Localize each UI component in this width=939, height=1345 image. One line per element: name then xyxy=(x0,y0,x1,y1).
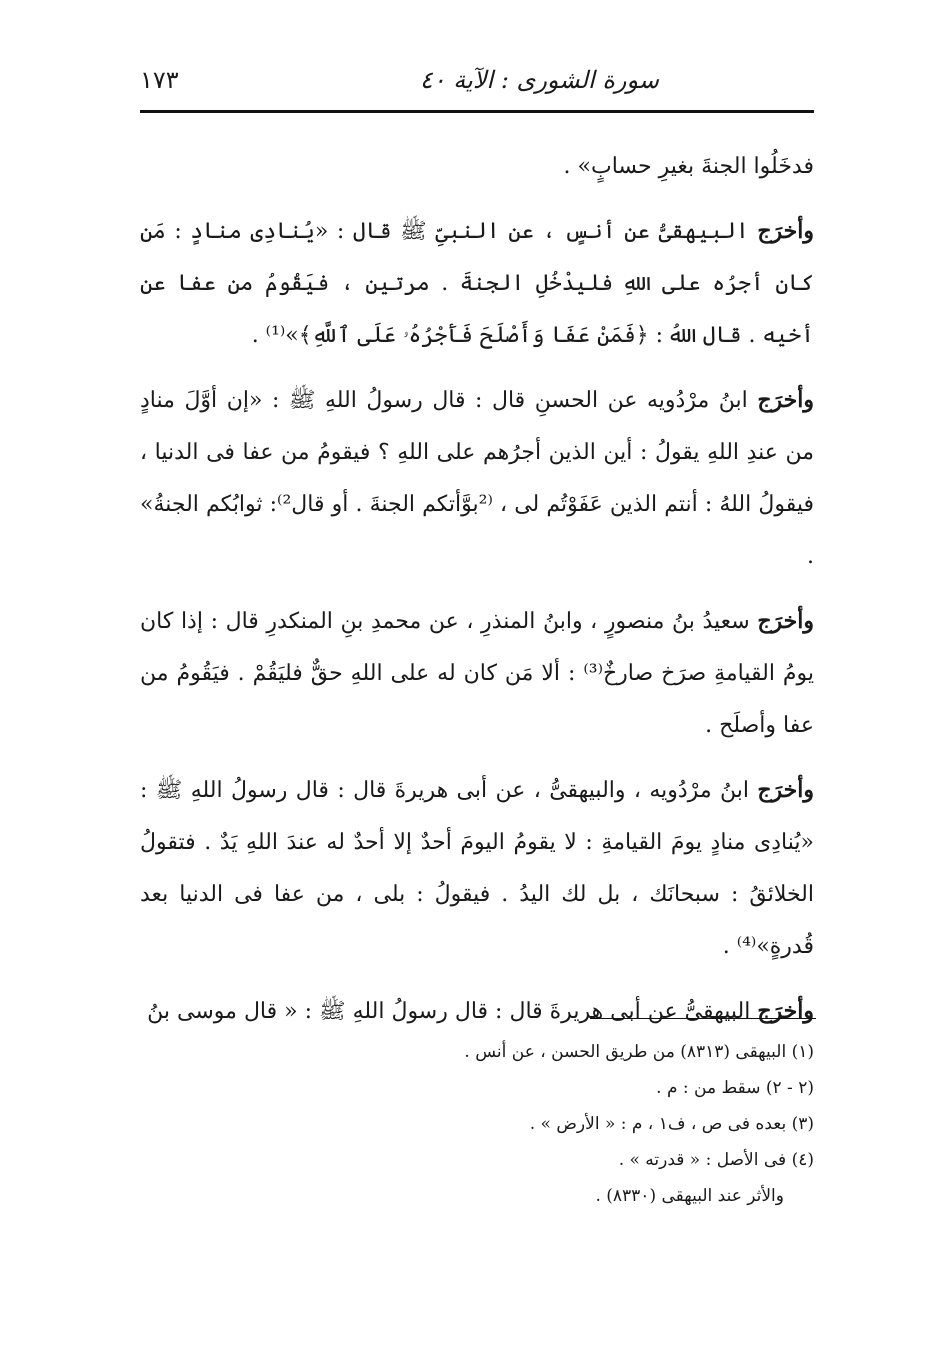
paragraph xyxy=(140,764,814,973)
page-number: ١٧٣ xyxy=(140,66,179,94)
paragraph-text: ابنُ مرْدُويه عن الحسنِ قال : قال رسولُ اللهِ ﷺ : «إن أوَّلَ منادٍ من عندِ اللهِ يقولُ : أين الذين أجرُهم على اللهِ ؟ فيقومُ من عفا فى الدنيا ، فيقولُ اللهُ : أنتم الذين عَفَوْتُم لى ، ⁽²بوَّأتكم الجنةَ . أو قال²⁾: ثوابُكم الجنةُ» . xyxy=(140,388,814,569)
paragraph xyxy=(140,140,814,193)
footnote-divider xyxy=(590,1018,816,1019)
paragraph xyxy=(140,595,814,752)
paragraph xyxy=(140,985,814,1038)
paragraph-lead: وأخرَج xyxy=(757,608,814,634)
footnote: (١) البيهقى (٨٣١٣) من طريق الحسن ، عن أنس . xyxy=(464,1042,814,1062)
paragraph xyxy=(140,374,814,583)
header-divider xyxy=(140,110,814,113)
paragraph-text: ابنُ مرْدُويه ، والبيهقىُّ ، عن أبى هريرةَ قال : قال رسولُ اللهِ ﷺ : «يُنادِى منادٍ يومَ القيامةِ : لا يقومُ اليومَ أحدٌ إلا أحدٌ له عندَ اللهِ يَدٌ . فتقولُ الخلائقُ : سبحانَك ، بل لك اليدُ . فيقولُ : بلى ، من عفا فى الدنيا بعد قُدرةٍ»⁽⁴⁾ . xyxy=(140,778,814,959)
footnote: (٢ - ٢) سقط من : م . xyxy=(656,1078,814,1098)
paragraph-lead: وأخرَج xyxy=(757,777,815,803)
paragraph-text: فدخَلُوا الجنةَ بغيرِ حسابٍ» . xyxy=(563,154,814,179)
paragraph-text: سعيدُ بنُ منصورٍ ، وابنُ المنذرِ ، عن محمدِ بنِ المنكدرِ قال : إذا كان يومُ القيامةِ صرَخ صارخٌ⁽³⁾ : ألا مَن كان له على اللهِ حقٌّ فليَقُمْ . فيَقُومُ من عفا وأصلَح . xyxy=(140,609,814,738)
paragraph-lead: وأخرَج xyxy=(757,998,814,1024)
footnotes xyxy=(200,1034,814,1214)
paragraph xyxy=(140,205,814,362)
paragraph-text: البيهقىُّ عن أنسٍ ، عن النبىِّ ﷺ قال : «يُنادِى منادٍ : مَن كان أجرُه على اللهِ فليدْخُلِ الجنةَ . مرتين ، فيَقُومُ من عفا عن أخيه . قال اللهُ : ﴿فَمَنْ عَفَا وَأَصْلَحَ فَأَجْرُهُۥ عَلَى ٱللَّهِ﴾»⁽¹⁾ . xyxy=(140,219,814,348)
footnote-continuation: والأثر عند البيهقى (٨٣٣٠) . xyxy=(595,1186,784,1206)
footnote: (٣) بعده فى ص ، ف١ ، م : « الأرض » . xyxy=(529,1114,814,1134)
paragraph-lead: وأخرَج xyxy=(757,218,814,244)
footnote: (٤) فى الأصل : « قدرته » . xyxy=(618,1150,814,1170)
paragraph-text: البيهقىُّ عن أبى هريرةَ قال : قال رسولُ اللهِ ﷺ : « قال موسى بنُ xyxy=(147,999,758,1024)
main-text xyxy=(140,140,814,1050)
running-title: سورة الشورى : الآية ٤٠ xyxy=(419,66,659,94)
paragraph-lead: وأخرَج xyxy=(757,387,814,413)
page-header xyxy=(140,58,814,102)
